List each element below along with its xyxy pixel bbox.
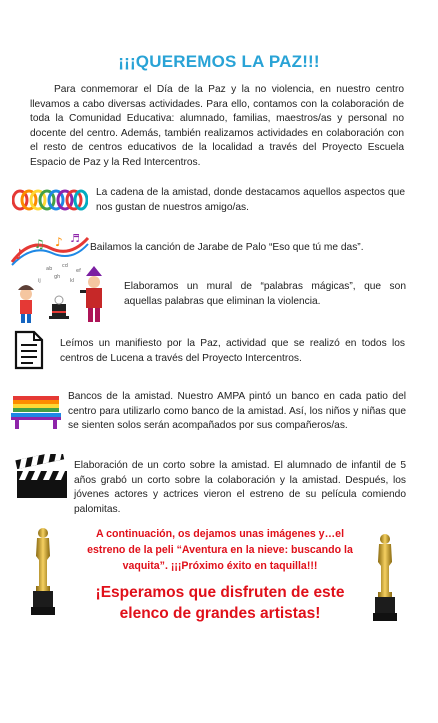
paper-chain-icon [12,186,88,214]
clapperboard-icon [14,454,70,500]
activity-text-4: Leímos un manifiesto por la Paz, actividad que se realizó en todos los centros de Lucena a través del Proyecto Intercentros. [60,338,405,364]
svg-text:gh: gh [54,274,61,280]
activity-text-6: Elaboración de un corto sobre la amistad. El alumnado de infantil de 5 años grabó un corto sobre la colaboración y la amistad. Después, los jóvenes actores y actrices vieron el estreno de su película comiendo palomitas. [74,460,406,515]
svg-text:♪: ♪ [55,235,63,249]
activity-text-2: Bailamos la canción de Jarabe de Palo “Eso que tú me das”. [90,242,364,253]
closing-announcement: A continuación, os dejamos unas imágenes y…el estreno de la peli “Aventura en la nieve: buscando la vaquita”. ¡¡¡Próximo éxito en taquilla!!! [87,528,353,572]
svg-text:ab: ab [46,266,53,272]
document-icon [14,330,44,370]
oscar-trophy-left-icon [26,526,60,618]
closing-headline: ¡Esperamos que disfruten de este elenco de grandes artistas! [95,584,345,622]
activity-text-5: Bancos de la amistad. Nuestro AMPA pintó un banco en cada patio del centro para utilizarlo como banco de la amistad. Así, los niños y niñas que se sienten solos serán acompañados por sus compañeros/as. [68,391,406,432]
intro-paragraph: Para conmemorar el Día de la Paz y la no violencia, en nuestro centro llevamos a cabo diversas actividades. Para ello, contamos con la colaboración de toda la Comunidad Educativa: alumnado, familias, maestros/as y personal no docente del centro. Además, también realizamos actividades en colaboración con el resto de centros educativos de la localidad a través del Proyecto Escuela Espacio de Paz y la Red Intercentros. [30,84,404,168]
svg-text:ef: ef [76,268,81,274]
svg-text:♬: ♬ [70,232,80,245]
svg-text:cd: cd [62,263,68,269]
svg-text:kl: kl [70,278,75,284]
svg-text:♪: ♪ [15,247,24,263]
activity-text-1: La cadena de la amistad, donde destacamos aquellos aspectos que nos gustan de nuestros amigo/as. [96,187,405,213]
magicians-icon [8,262,114,326]
activity-text-3: Elaboramos un mural de “palabras mágicas”, que son aquellas palabras que eliminan la violencia. [124,281,406,307]
page-title: ¡¡¡QUEREMOS LA PAZ!!! [118,52,320,71]
rainbow-bench-icon [10,394,62,430]
oscar-trophy-right-icon [368,532,402,624]
svg-text:♫: ♫ [34,237,45,251]
svg-text:ij: ij [38,278,41,284]
